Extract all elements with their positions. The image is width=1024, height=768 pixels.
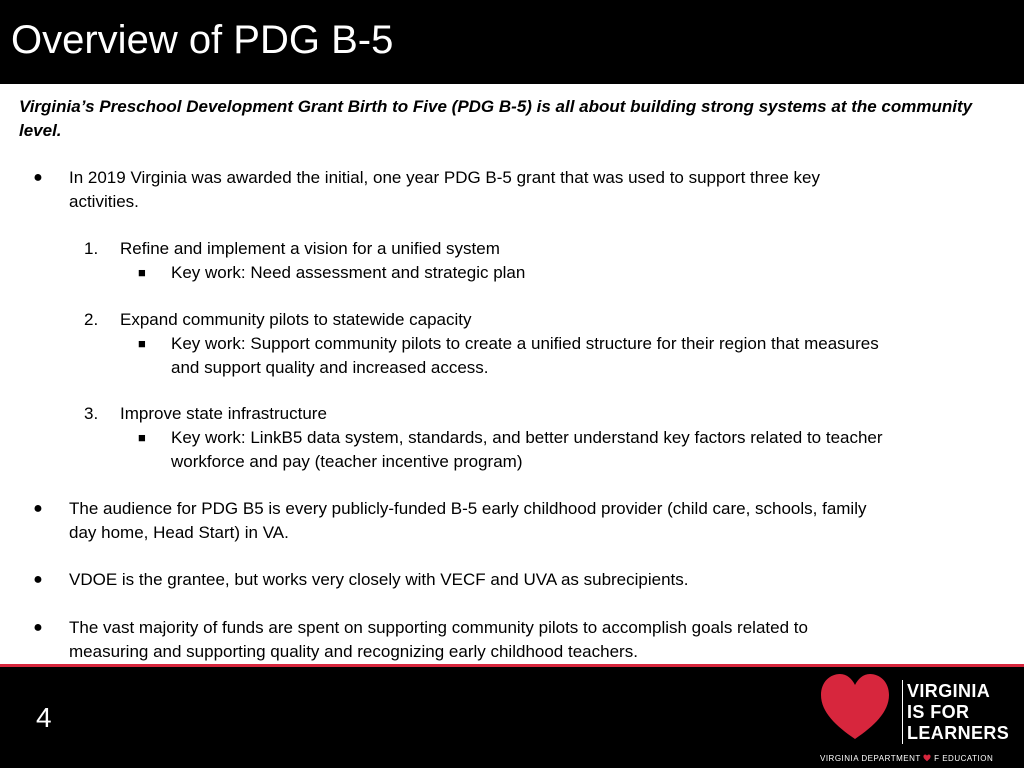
bullet-2-line-1: The audience for PDG B5 is every publicly-funded B-5 early childhood provider (child care, schools, family	[69, 499, 867, 518]
bullet-dot-icon: ●	[33, 500, 43, 517]
square-bullet-icon: ■	[138, 430, 146, 445]
item-2-title: Expand community pilots to statewide capacity	[120, 310, 472, 329]
slide-title: Overview of PDG B-5	[11, 18, 394, 62]
slide-content	[0, 84, 1024, 664]
virginia-is-for-learners-logo	[818, 671, 1018, 767]
logo-text-line-3: LEARNERS	[907, 723, 1010, 743]
heart-logo-icon	[818, 671, 892, 745]
bullet-dot-icon: ●	[33, 571, 43, 588]
square-bullet-icon: ■	[138, 265, 146, 280]
bullet-3-text: VDOE is the grantee, but works very closely with VECF and UVA as subrecipients.	[69, 570, 689, 589]
item-1-subtext-line-1: Key work: Need assessment and strategic plan	[171, 263, 526, 282]
logo-text-line-2: IS FOR	[907, 702, 970, 722]
logo-text-line-1: VIRGINIA	[907, 681, 991, 701]
item-1-title: Refine and implement a vision for a unified system	[120, 239, 500, 258]
bullet-dot-icon: ●	[33, 619, 43, 636]
item-3-title: Improve state infrastructure	[120, 404, 327, 423]
department-of-education-text	[820, 754, 1018, 764]
item-2-number: 2.	[84, 310, 99, 329]
bullet-4-line-1: The vast majority of funds are spent on supporting community pilots to accomplish goals related to	[69, 618, 808, 637]
bullet-dot-icon: ●	[33, 169, 43, 186]
bullet-2-line-2: day home, Head Start) in VA.	[69, 523, 289, 542]
bullet-4-line-2: measuring and supporting quality and recognizing early childhood teachers.	[69, 642, 638, 661]
item-1-number: 1.	[84, 239, 99, 258]
department-text-suffix: F EDUCATION	[934, 754, 994, 763]
logo-divider	[902, 680, 903, 744]
item-2-subtext-line-2: and support quality and increased access.	[171, 358, 489, 377]
page-number: 4	[36, 702, 52, 733]
item-2-subtext-line-1: Key work: Support community pilots to create a unified structure for their region that measures	[171, 334, 879, 353]
square-bullet-icon: ■	[138, 336, 146, 351]
item-3-subtext-line-2: workforce and pay (teacher incentive program)	[171, 452, 523, 471]
item-3-number: 3.	[84, 404, 99, 423]
intro-text: Virginia’s Preschool Development Grant Birth to Five (PDG B-5) is all about building strong systems at the community level.	[19, 97, 973, 140]
department-text-prefix: VIRGINIA DEPARTMENT	[820, 754, 921, 763]
item-3-subtext-line-1: Key work: LinkB5 data system, standards, and better understand key factors related to teacher	[171, 428, 883, 447]
bullet-1-line-1: In 2019 Virginia was awarded the initial, one year PDG B-5 grant that was used to support three key	[69, 168, 820, 187]
slide-footer	[0, 667, 1024, 768]
small-heart-icon	[923, 754, 931, 762]
slide-header	[0, 0, 1024, 84]
bullet-1-line-2: activities.	[69, 192, 139, 211]
